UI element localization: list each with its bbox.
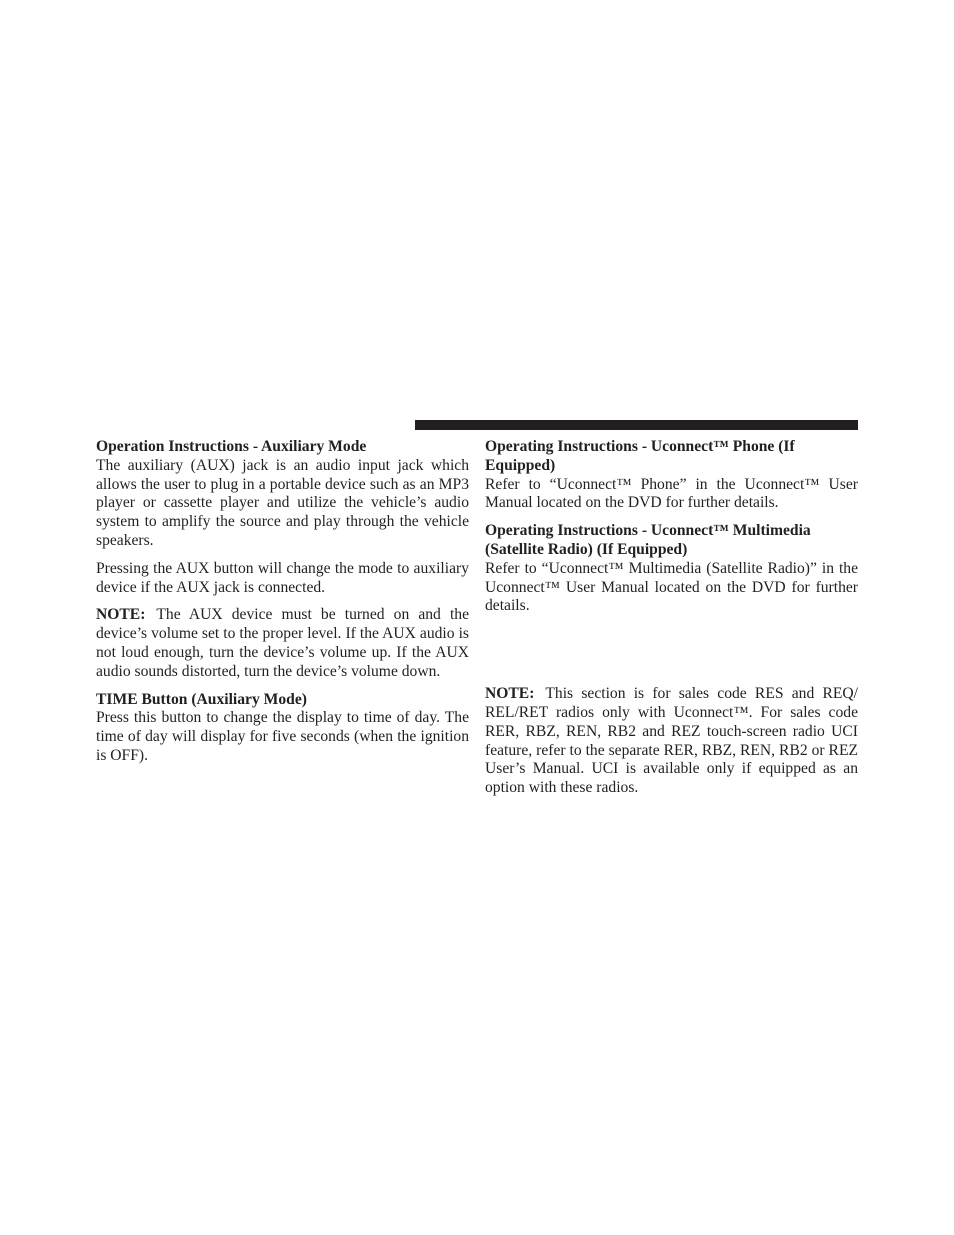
section-header-bar	[415, 420, 858, 430]
column-spacer	[485, 625, 858, 685]
note-label: NOTE:	[485, 685, 535, 703]
aux-note-text: The AUX device must be turned on and the device’s volume set to the proper level. If the AUX audio is not loud enough, turn the device’s volume up. If the AUX audio sounds distorted, turn the device’s volume down.	[96, 606, 469, 680]
time-button-paragraph: Press this button to change the display to time of day. The time of day will display for five seconds (when the ignition is OFF).	[96, 709, 469, 764]
uconnect-phone-paragraph: Refer to “Uconnect™ Phone” in the Uconnect™ User Manual located on the DVD for further details.	[485, 475, 858, 512]
aux-button-paragraph: Pressing the AUX button will change the mode to auxiliary device if the AUX jack is connected.	[96, 559, 469, 596]
note-label: NOTE:	[96, 606, 146, 624]
left-column	[96, 438, 469, 775]
aux-note-paragraph	[96, 606, 469, 681]
aux-mode-heading: Operation Instructions - Auxiliary Mode	[96, 438, 367, 455]
right-column	[485, 438, 858, 807]
uconnect-multimedia-paragraph: Refer to “Uconnect™ Multimedia (Satellite Radio)” in the Uconnect™ User Manual located on the DVD for further details.	[485, 559, 858, 615]
time-button-heading: TIME Button (Auxiliary Mode)	[96, 690, 307, 708]
sales-code-note-paragraph	[485, 685, 858, 798]
uconnect-multimedia-heading: Operating Instructions - Uconnect™ Multimedia (Satellite Radio) (If Equipped)	[485, 522, 811, 558]
sales-code-note-text: This section is for sales code RES and REQ/ REL/RET radios only with Uconnect™. For sales code RER, RBZ, REN, RB2 and REZ touch-screen radio UCI feature, refer to the separate RER, RBZ, REN, RB2 or REZ User’s Manual. UCI is available only if equipped as an option with these radios.	[485, 685, 858, 797]
uconnect-phone-heading: Operating Instructions - Uconnect™ Phone (If Equipped)	[485, 438, 795, 474]
aux-jack-paragraph: The auxiliary (AUX) jack is an audio input jack which allows the user to plug in a portable device such as an MP3 player or cassette player and utilize the vehicle’s audio system to amplify the source and play through the vehicle speakers.	[96, 456, 469, 549]
